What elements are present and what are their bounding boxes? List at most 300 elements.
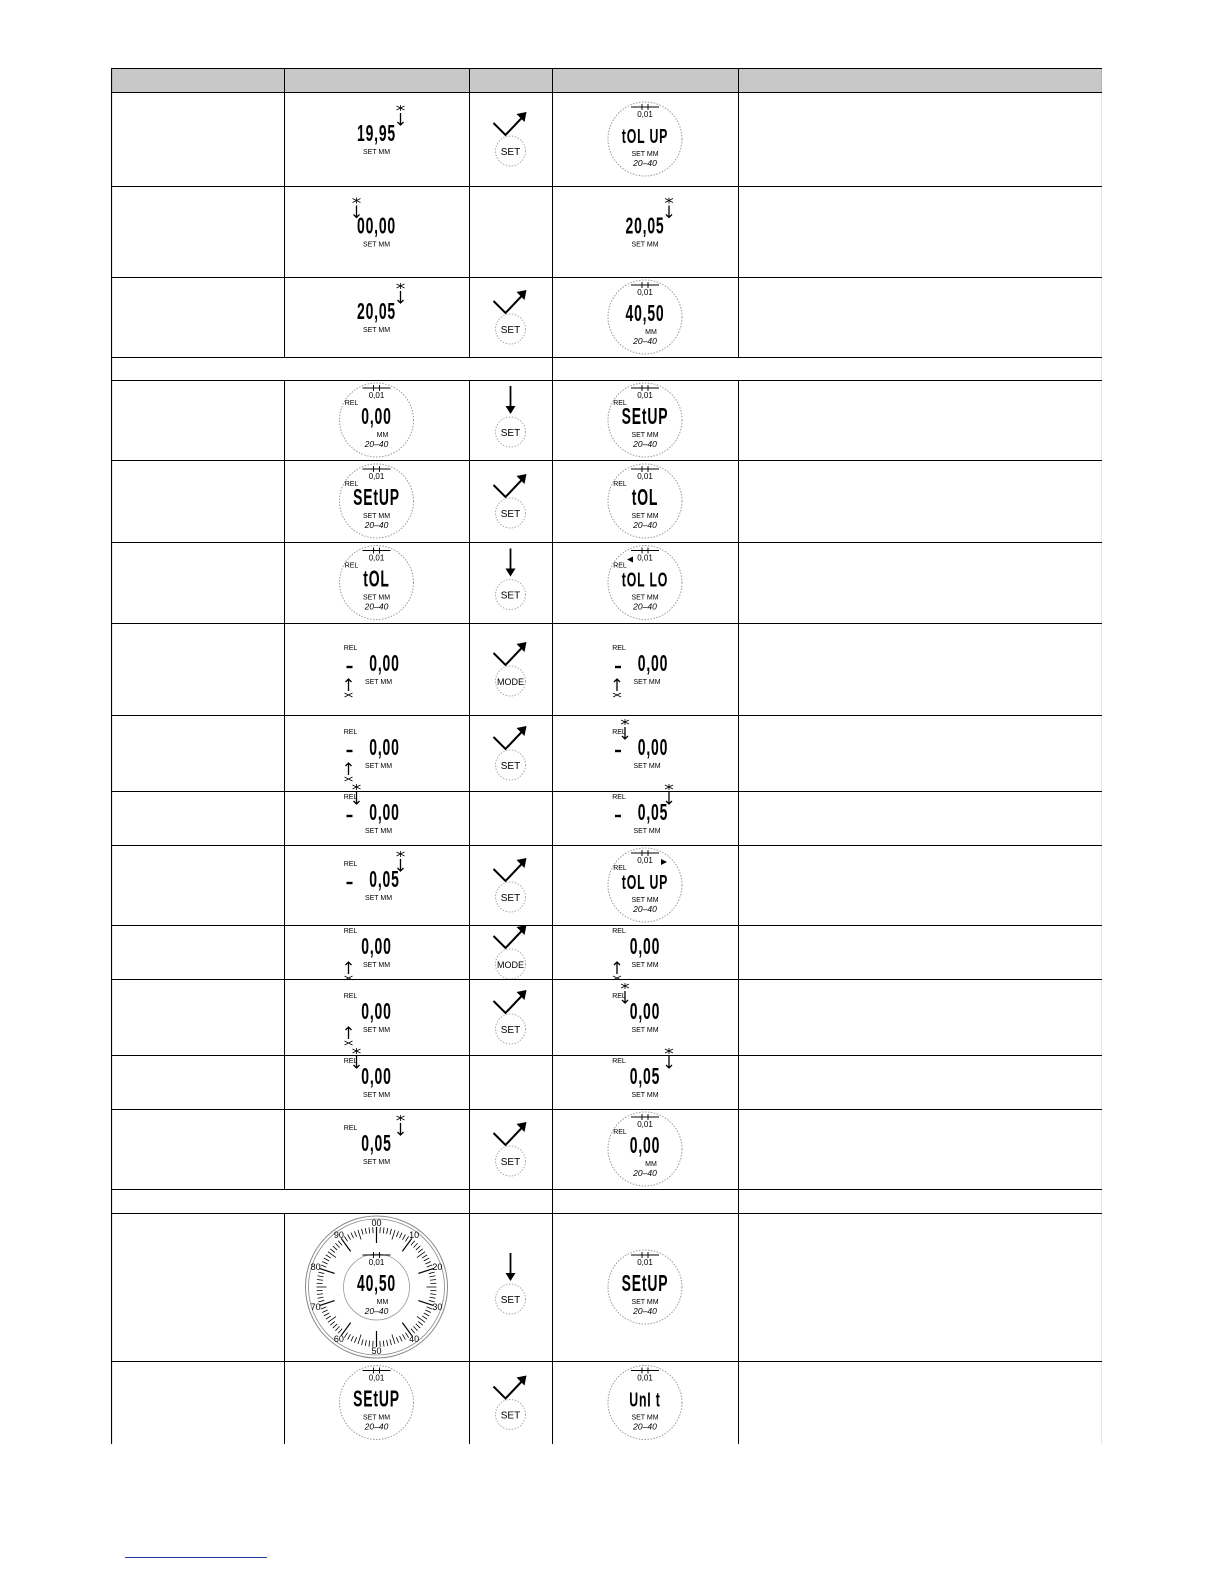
press-arrow-icon	[494, 645, 525, 665]
scale-tick	[330, 1249, 335, 1253]
rel-label: REL	[613, 400, 627, 407]
resolution-label: 0,01	[637, 472, 653, 481]
lcd-value: 40,50	[357, 1271, 396, 1298]
unit-label: SET MM	[362, 327, 391, 334]
hold-arrowhead	[506, 406, 516, 414]
range-label: 20–40	[633, 520, 657, 530]
round-display	[608, 848, 682, 922]
cursor-arrow	[614, 962, 620, 974]
lcd-value: 19,95	[357, 121, 396, 148]
rel-label: REL	[613, 865, 627, 872]
lcd-display	[612, 645, 668, 697]
set-button[interactable]	[496, 498, 526, 528]
unit-label: SET MM	[631, 241, 659, 249]
button-label: SET	[500, 761, 521, 772]
footer-link-underline[interactable]	[125, 1557, 267, 1558]
scale-tick	[341, 1238, 350, 1251]
rel-label: REL	[343, 993, 358, 1000]
scale-tick	[335, 1326, 339, 1330]
set-button[interactable]	[496, 417, 526, 447]
unit-label: SET MM	[362, 149, 391, 156]
hold-arrowhead	[506, 569, 516, 577]
set-button[interactable]	[496, 750, 526, 780]
cursor-spark	[353, 198, 361, 204]
cursor-arrow	[614, 679, 620, 691]
press-arrow-icon	[494, 1125, 525, 1145]
button-label: SET	[500, 590, 521, 602]
resolution-indicator	[363, 466, 391, 481]
blink-cursor-icon	[345, 763, 353, 781]
scale-tick	[429, 1272, 435, 1273]
range-label: 20–40	[633, 904, 657, 914]
scale-tick	[416, 1324, 420, 1328]
scale-tick	[424, 1258, 429, 1261]
lcd-display	[612, 928, 660, 980]
scale-tick	[430, 1276, 436, 1277]
cursor-spark	[345, 777, 353, 781]
lcd-value: 0,00	[361, 404, 392, 431]
blink-cursor-icon	[397, 1115, 405, 1135]
scale-tick	[422, 1255, 427, 1258]
resolution-label: 0,01	[637, 1258, 653, 1267]
action-indicator	[494, 642, 527, 696]
rel-label: REL	[343, 928, 358, 935]
range-label: 20–40	[633, 158, 657, 168]
action-indicator	[494, 1376, 527, 1430]
range-label: 20–40	[633, 1168, 657, 1178]
scale-tick	[362, 1339, 363, 1345]
unit-label: SET MM	[633, 763, 661, 770]
unit-label: SET MM	[364, 679, 393, 686]
lcd-value: 0,00	[629, 999, 661, 1026]
resolution-label: 0,01	[637, 553, 653, 563]
scale-tick	[348, 1234, 351, 1239]
unit-label: SET MM	[364, 828, 393, 835]
action-indicator	[494, 112, 527, 166]
scale-tick	[365, 1228, 366, 1234]
range-label: 20–40	[364, 1306, 389, 1316]
unit-label: SET MM	[631, 1027, 659, 1034]
range-label: 20–40	[633, 336, 657, 346]
unit-label: SET MM	[364, 895, 393, 902]
action-indicator	[496, 386, 526, 447]
scale-tick	[318, 1297, 324, 1298]
blink-cursor-icon	[665, 784, 673, 804]
rel-label: REL	[612, 794, 626, 801]
cursor-spark	[345, 693, 353, 697]
table-grid	[111, 68, 1102, 1444]
blink-cursor-icon	[397, 105, 405, 125]
resolution-indicator	[631, 466, 659, 481]
blink-cursor-icon	[665, 1048, 673, 1068]
blink-cursor-icon	[613, 962, 621, 980]
scale-tick	[338, 1241, 342, 1246]
lcd-display	[344, 1115, 405, 1166]
scale-tick	[418, 1321, 423, 1325]
set-button[interactable]	[496, 1014, 526, 1044]
unit-label: MM	[376, 432, 389, 439]
scale-label: 10	[409, 1230, 420, 1241]
scale-tick	[322, 1261, 327, 1264]
cursor-arrow	[666, 792, 672, 804]
resolution-label: 0,01	[368, 391, 385, 400]
unit-label: SET MM	[362, 594, 391, 602]
scale-tick	[354, 1337, 356, 1343]
scale-tick	[403, 1334, 406, 1339]
scale-tick	[351, 1336, 354, 1341]
blink-cursor-icon	[353, 198, 361, 218]
scale-tick	[422, 1316, 427, 1319]
unit-label: SET MM	[631, 897, 659, 904]
lcd-display	[353, 198, 396, 249]
lcd-display	[612, 983, 660, 1034]
rel-label: REL	[343, 645, 358, 652]
scale-tick	[390, 1339, 391, 1345]
blink-cursor-icon	[345, 679, 353, 697]
action-indicator	[494, 1122, 527, 1176]
resolution-indicator	[631, 282, 659, 297]
set-button[interactable]	[496, 314, 526, 344]
press-arrow-icon	[494, 477, 525, 497]
set-button[interactable]	[496, 882, 526, 912]
scale-tick	[358, 1335, 361, 1345]
cursor-arrow	[666, 206, 672, 218]
rel-label: REL	[612, 993, 626, 1000]
scale-tick	[365, 1340, 366, 1346]
button-label: SET	[500, 325, 521, 336]
scale-tick	[418, 1249, 423, 1253]
round-display	[340, 1366, 414, 1440]
resolution-indicator	[363, 1368, 391, 1383]
lcd-value: 0,00	[637, 651, 669, 678]
lcd-value: 0,00	[361, 999, 392, 1026]
scale-tick	[383, 1341, 384, 1347]
cursor-spark	[621, 719, 629, 725]
button-label: SET	[500, 1157, 521, 1168]
scale-tick	[411, 1329, 415, 1334]
rel-label: REL	[344, 562, 359, 570]
blink-cursor-icon	[345, 962, 353, 980]
resolution-indicator	[631, 1368, 659, 1383]
scale-tick	[416, 1246, 420, 1250]
lcd-value: 0,00	[361, 1064, 392, 1091]
scale-tick	[392, 1335, 395, 1345]
scale-tick	[369, 1227, 370, 1233]
scale-tick	[317, 1279, 323, 1280]
resolution-indicator	[631, 1114, 659, 1129]
unit-label: SET MM	[631, 962, 659, 969]
scale-tick	[322, 1310, 327, 1313]
range-label: 20–40	[364, 439, 389, 449]
action-indicator	[494, 858, 527, 912]
scale-tick	[424, 1313, 429, 1316]
action-indicator	[496, 1253, 526, 1314]
round-display	[608, 1250, 682, 1324]
scale-label: 90	[333, 1230, 344, 1241]
scale-tick	[321, 1265, 327, 1267]
cursor-spark	[353, 784, 361, 790]
unit-label: SET MM	[633, 679, 661, 686]
scale-tick	[411, 1241, 415, 1246]
rel-label: REL	[344, 400, 359, 407]
scale-tick	[369, 1341, 370, 1347]
blink-cursor-icon	[397, 283, 405, 303]
set-button[interactable]	[496, 1284, 526, 1314]
unit-label: SET MM	[631, 432, 659, 439]
round-display	[608, 464, 682, 538]
range-label: 20–40	[633, 439, 657, 449]
scale-tick	[425, 1261, 430, 1264]
scale-tick	[387, 1228, 388, 1234]
range-label: 20–40	[633, 1421, 657, 1432]
press-arrow-icon	[494, 993, 525, 1013]
lcd-display	[626, 198, 673, 249]
lcd-value: UnI t	[629, 1388, 661, 1412]
scale-tick	[390, 1229, 391, 1235]
scale-label: 40	[409, 1333, 420, 1344]
analog-dial-display	[306, 1216, 448, 1358]
lcd-value: 0,05	[629, 1064, 661, 1091]
scale-tick	[396, 1337, 398, 1343]
press-arrow-icon	[494, 729, 525, 749]
scale-tick	[396, 1231, 398, 1237]
scale-label: 70	[310, 1301, 321, 1312]
button-label: MODE	[497, 677, 524, 687]
cursor-arrow	[346, 679, 352, 691]
scale-tick	[330, 1321, 335, 1325]
set-button[interactable]	[496, 1400, 526, 1430]
lcd-value: SEtUP	[621, 404, 669, 431]
lcd-display	[344, 993, 392, 1045]
lcd-value: 0,05	[369, 867, 400, 894]
round-display	[608, 546, 682, 620]
lcd-display	[344, 729, 400, 781]
range-label: 20–40	[364, 601, 389, 612]
scale-tick	[344, 1333, 347, 1338]
cursor-spark	[397, 1115, 405, 1121]
scale-tick	[362, 1229, 363, 1235]
resolution-indicator	[631, 385, 659, 400]
lcd-value: 40,50	[625, 301, 665, 328]
action-indicator	[496, 549, 526, 610]
action-indicator	[494, 990, 527, 1044]
lcd-value: tOL	[363, 567, 390, 593]
cursor-arrow	[354, 206, 360, 218]
unit-label: SET MM	[362, 1092, 391, 1099]
blink-cursor-icon	[397, 851, 405, 871]
scale-tick	[358, 1230, 361, 1240]
range-label: 20–40	[633, 1306, 657, 1316]
lcd-value: SEtUP	[353, 1387, 400, 1413]
lcd-value: 0,00	[361, 934, 392, 961]
scale-label: 80	[310, 1262, 321, 1273]
unit-label: SET MM	[631, 1299, 659, 1306]
cursor-arrow	[666, 1056, 672, 1068]
action-indicator	[494, 925, 527, 979]
scale-tick	[318, 1272, 324, 1273]
lcd-value: SEtUP	[353, 485, 400, 512]
set-button[interactable]	[496, 1146, 526, 1176]
rel-label: REL	[344, 481, 359, 488]
unit-label: SET MM	[631, 151, 659, 158]
resolution-label: 0,01	[637, 856, 653, 865]
round-display	[340, 546, 414, 620]
scale-label: 60	[333, 1333, 344, 1344]
scale-tick	[324, 1258, 329, 1261]
unit-label: SET MM	[362, 241, 391, 249]
lcd-display	[612, 719, 668, 770]
rel-label: REL	[343, 1125, 358, 1132]
scale-tick	[338, 1329, 342, 1334]
button-label: SET	[500, 147, 521, 158]
scale-tick	[326, 1316, 331, 1319]
cursor-spark	[621, 983, 629, 989]
lcd-value: 20,05	[625, 214, 665, 240]
round-display	[608, 102, 682, 176]
scale-tick	[321, 1307, 327, 1309]
rel-label: REL	[613, 562, 627, 570]
set-button[interactable]	[496, 580, 526, 610]
unit-label: SET MM	[631, 1092, 659, 1099]
unit-label: MM	[376, 1299, 389, 1306]
blink-cursor-icon	[345, 1027, 353, 1045]
scale-tick	[387, 1340, 388, 1346]
table-header	[111, 68, 1102, 92]
press-arrow-icon	[494, 1379, 525, 1399]
lcd-value: 0,00	[369, 651, 400, 678]
range-label: 20–40	[364, 520, 389, 530]
unit-label: SET MM	[631, 594, 659, 602]
cursor-spark	[397, 105, 405, 111]
scale-label: 30	[432, 1301, 443, 1312]
scale-tick	[344, 1236, 347, 1241]
lcd-value: 20,05	[357, 299, 396, 326]
scale-tick	[333, 1246, 337, 1250]
rel-label: REL	[343, 794, 358, 801]
cursor-spark	[665, 1048, 673, 1054]
scale-tick	[318, 1276, 324, 1277]
set-button[interactable]	[496, 136, 526, 166]
press-arrow-icon	[494, 861, 525, 881]
cursor-arrow	[346, 962, 352, 974]
round-display	[608, 383, 682, 457]
rel-label: REL	[613, 1129, 627, 1136]
action-indicator	[494, 474, 527, 528]
resolution-label: 0,01	[368, 1373, 385, 1383]
scale-tick	[430, 1294, 436, 1295]
resolution-indicator	[363, 548, 391, 563]
scale-label: 00	[371, 1218, 382, 1228]
triangle-right-icon	[661, 859, 667, 865]
scale-tick	[403, 1234, 406, 1239]
lcd-value: 0,00	[369, 800, 400, 827]
resolution-label: 0,01	[368, 1258, 385, 1267]
cursor-arrow	[346, 1027, 352, 1039]
mode-button[interactable]	[496, 949, 526, 979]
round-display	[608, 1112, 682, 1186]
unit-label: SET MM	[362, 1027, 391, 1034]
round-display	[340, 383, 414, 457]
scale-tick	[392, 1230, 395, 1240]
scale-tick	[402, 1238, 411, 1251]
cursor-arrow	[398, 859, 404, 871]
resolution-label: 0,01	[368, 553, 385, 563]
button-label: SET	[500, 428, 521, 439]
scale-tick	[413, 1243, 417, 1247]
resolution-label: 0,01	[637, 391, 653, 400]
lcd-value: tOL LO	[621, 568, 669, 592]
scale-tick	[326, 1255, 331, 1258]
rel-label: REL	[612, 729, 626, 736]
resolution-label: 0,01	[637, 1373, 653, 1383]
cursor-spark	[345, 1041, 353, 1045]
action-indicator	[494, 290, 527, 344]
rel-label: REL	[613, 481, 627, 488]
resolution-indicator	[631, 104, 659, 119]
lcd-value: tOL UP	[621, 870, 669, 894]
lcd-value: 00,00	[357, 214, 396, 240]
round-display	[608, 1366, 682, 1440]
lcd-value: 0,05	[637, 800, 669, 827]
resolution-indicator	[631, 850, 667, 865]
lcd-display	[357, 105, 404, 156]
button-label: SET	[500, 1295, 521, 1306]
lcd-value: tOL UP	[621, 124, 669, 148]
cursor-arrow	[398, 113, 404, 125]
button-label: MODE	[497, 960, 524, 970]
resolution-indicator	[627, 548, 659, 563]
cursor-spark	[665, 784, 673, 790]
mode-button[interactable]	[496, 666, 526, 696]
lcd-value: 0,05	[361, 1131, 392, 1158]
unit-label: MM	[645, 329, 657, 336]
lcd-value: 0,00	[629, 1133, 661, 1160]
resolution-label: 0,01	[368, 472, 385, 481]
cursor-spark	[665, 198, 673, 204]
rel-label: REL	[612, 928, 626, 935]
scale-tick	[399, 1336, 402, 1341]
press-arrow-icon	[494, 928, 525, 948]
scale-tick	[430, 1297, 436, 1298]
rel-label: REL	[612, 645, 626, 652]
lcd-display	[344, 851, 405, 902]
scale-tick	[335, 1243, 339, 1247]
unit-label: SET MM	[362, 513, 391, 520]
resolution-label: 0,01	[637, 1120, 653, 1129]
resolution-indicator	[363, 385, 391, 400]
lcd-display	[344, 645, 400, 697]
range-label: 20–40	[633, 601, 657, 612]
hold-arrowhead	[506, 1273, 516, 1281]
round-display	[340, 464, 414, 538]
rel-label: REL	[343, 861, 358, 868]
resolution-indicator	[631, 1252, 659, 1267]
cursor-arrow	[346, 763, 352, 775]
cursor-spark	[353, 1048, 361, 1054]
rel-label: REL	[343, 729, 358, 736]
scale-tick	[354, 1231, 356, 1237]
unit-label: SET MM	[362, 1159, 391, 1166]
scale-tick	[383, 1227, 384, 1233]
blink-cursor-icon	[665, 198, 673, 218]
unit-label: SET MM	[364, 763, 393, 770]
unit-label: MM	[645, 1161, 657, 1168]
unit-label: SET MM	[362, 962, 391, 969]
rel-label: REL	[612, 1058, 626, 1065]
round-display	[608, 280, 682, 354]
lcd-display	[357, 283, 404, 334]
button-label: SET	[500, 1025, 521, 1036]
